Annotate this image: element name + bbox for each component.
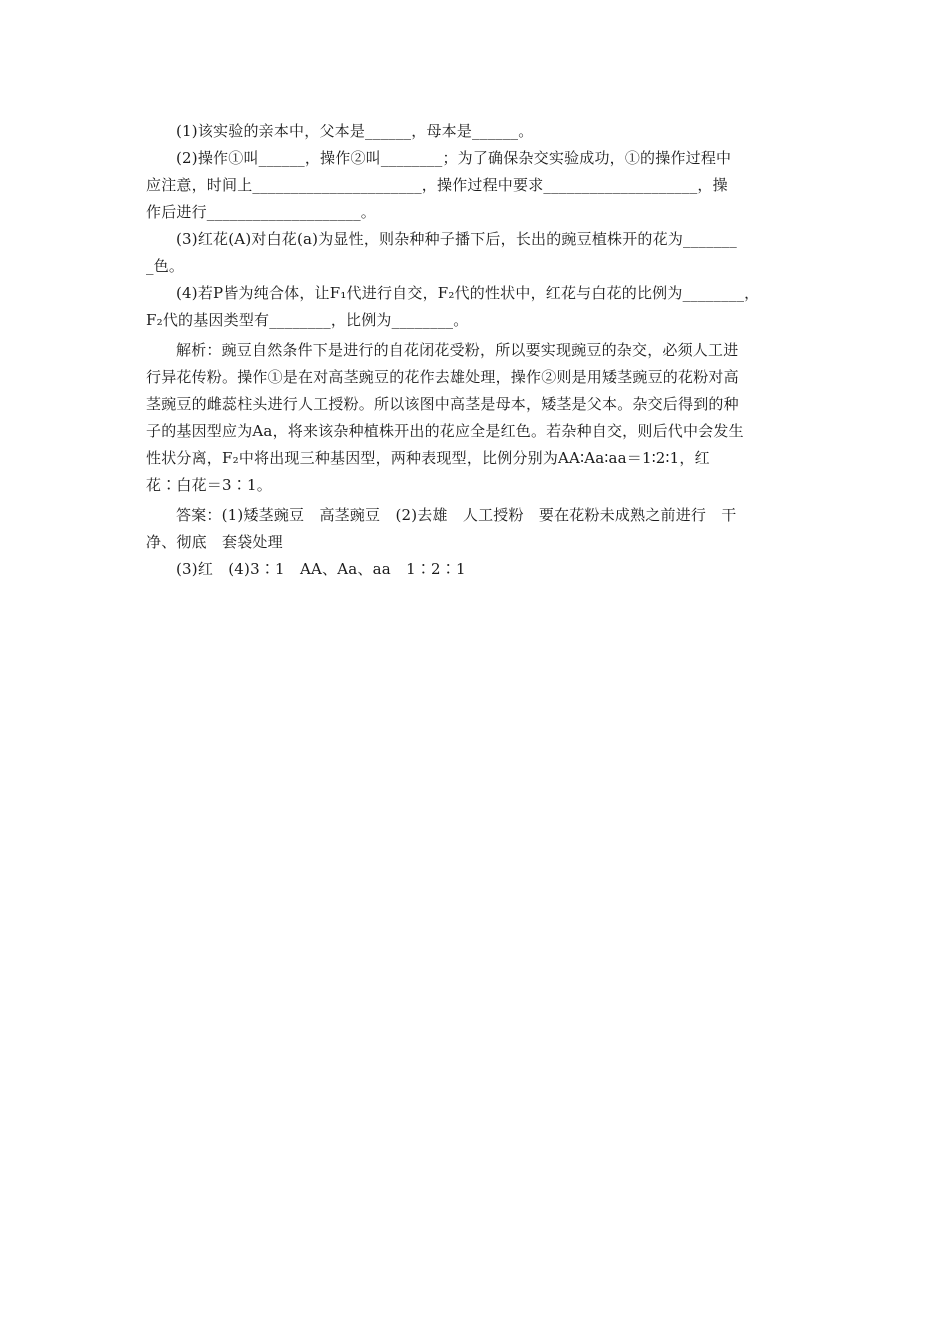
document-page <box>146 118 810 583</box>
question-4 <box>146 280 810 334</box>
question-2-line-1: (2)操作①叫______，操作②叫________；为了确保杂交实验成功，①的操作过程中 <box>176 149 732 167</box>
question-2 <box>146 145 810 226</box>
question-1-line: (1)该实验的亲本中，父本是______，母本是______。 <box>176 122 534 140</box>
question-3 <box>146 226 810 280</box>
analysis-line-5: 性状分离，F₂中将出现三种基因型，两种表现型，比例分别为AA∶Aa∶aa＝1∶2∶1，红 <box>146 449 710 467</box>
analysis-line-3: 茎豌豆的雌蕊柱头进行人工授粉。所以该图中高茎是母本，矮茎是父本。杂交后得到的种 <box>146 395 739 413</box>
answer-line-3: (3)红 (4)3∶1 AA、Aa、aa 1∶2∶1 <box>176 560 466 578</box>
question-4-line-1: (4)若P皆为纯合体，让F₁代进行自交，F₂代的性状中，红花与白花的比例为________， <box>176 284 760 302</box>
question-1 <box>146 118 810 145</box>
analysis-line-4: 子的基因型应为Aa，将来该杂种植株开出的花应全是红色。若杂种自交，则后代中会发生 <box>146 422 744 440</box>
analysis-line-1: 解析：豌豆自然条件下是进行的自花闭花受粉，所以要实现豌豆的杂交，必须人工进 <box>176 341 739 359</box>
question-2-line-2: 应注意，时间上______________________，操作过程中要求____________________，操 <box>146 176 728 194</box>
question-3-line-2: _色。 <box>146 257 185 275</box>
analysis-line-2: 行异花传粉。操作①是在对高茎豌豆的花作去雄处理，操作②则是用矮茎豌豆的花粉对高 <box>146 368 739 386</box>
question-3-line-1: (3)红花(A)对白花(a)为显性，则杂种种子播下后，长出的豌豆植株开的花为_______ <box>176 230 737 248</box>
question-2-line-3: 作后进行____________________。 <box>146 203 377 221</box>
analysis-line-6: 花∶白花＝3∶1。 <box>146 476 272 494</box>
question-4-line-2: F₂代的基因类型有________，比例为________。 <box>146 311 469 329</box>
analysis-section <box>146 337 810 499</box>
answer-section <box>146 502 810 583</box>
answer-line-2: 净、彻底 套袋处理 <box>146 533 283 551</box>
answer-line-1: 答案：(1)矮茎豌豆 高茎豌豆 (2)去雄 人工授粉 要在花粉未成熟之前进行 干 <box>176 506 737 524</box>
